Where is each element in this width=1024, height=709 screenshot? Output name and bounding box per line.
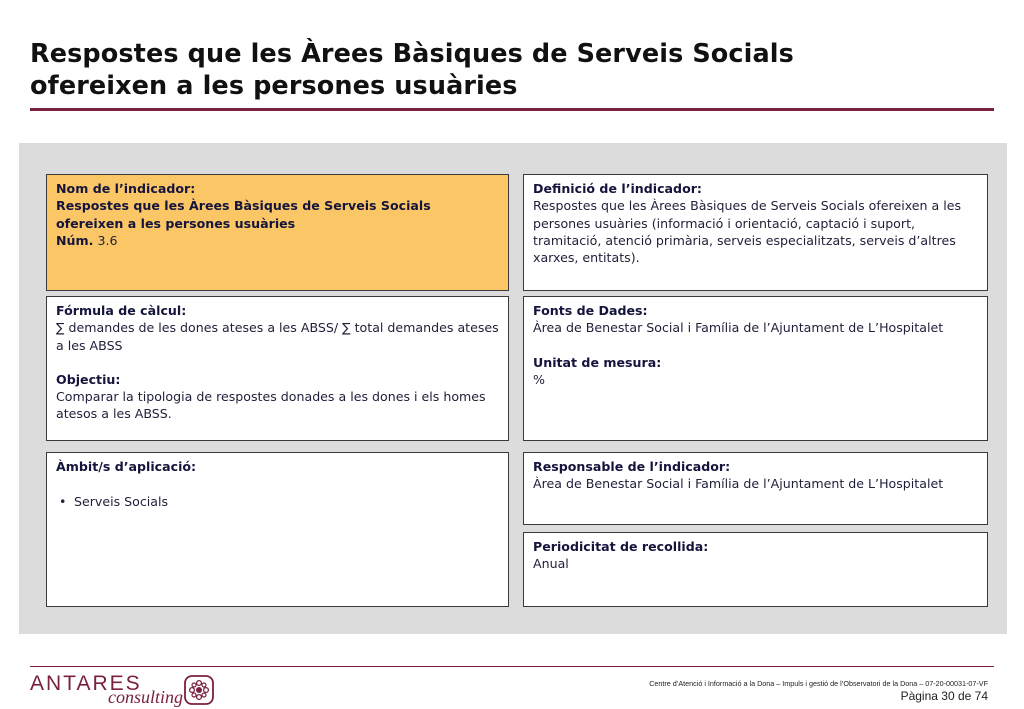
page-number: Pàgina 30 de 74 <box>900 689 988 703</box>
indicator-number-value: 3.6 <box>97 232 118 248</box>
indicator-name-label: Nom de l’indicador: <box>56 181 196 196</box>
unit-value: % <box>533 371 545 387</box>
responsible-text: Àrea de Benestar Social i Família de l’Ajuntament de L’Hospitalet <box>533 476 944 492</box>
indicator-name-value: Respostes que les Àrees Bàsiques de Serveis Socials ofereixen a les persones usuàries <box>56 198 431 231</box>
scope-label: Àmbit/s d’aplicació: <box>56 459 197 474</box>
page-title-line-2: ofereixen a les persones usuàries <box>30 71 518 101</box>
indicator-definition-box <box>523 174 988 291</box>
logo-subtitle: consulting <box>108 687 183 707</box>
flower-logo-icon <box>184 675 214 705</box>
objective-label: Objectiu: <box>56 371 121 387</box>
footer-divider <box>30 666 994 667</box>
title-divider <box>30 108 994 111</box>
frequency-box <box>523 532 988 607</box>
frequency-label: Periodicitat de recollida: <box>533 539 709 554</box>
scope-box <box>46 452 509 607</box>
scope-list <box>56 493 499 510</box>
scope-item: • Serveis Socials <box>74 493 499 510</box>
indicator-number-label: Núm. <box>56 232 94 248</box>
indicator-definition-label: Definició de l’indicador: <box>533 181 702 196</box>
formula-text: ∑ demandes de les dones ateses a les ABSS/ ∑ total demandes ateses a les ABSS <box>56 320 499 353</box>
unit-label: Unitat de mesura: <box>533 354 662 370</box>
footer-caption: Centre d’Atenció i Informació a la Dona – Impuls i gestió de l’Observatori de la Dona – 07-20-00031-07-VF <box>649 679 988 688</box>
page-title <box>30 38 990 102</box>
company-logo <box>30 672 183 707</box>
indicator-name-box <box>46 174 509 291</box>
objective-text: Comparar la tipologia de respostes donades a les dones i els homes atesos a les ABSS. <box>56 389 486 422</box>
data-sources-text: Àrea de Benestar Social i Família de l’Ajuntament de L’Hospitalet <box>533 320 944 336</box>
formula-box <box>46 296 509 441</box>
indicator-definition-text: Respostes que les Àrees Bàsiques de Serveis Socials ofereixen a les persones usuàries (informació i orientació, captació i suport, tramitació, atenció primària, serveis especialitzats, serveis d’altres xarxes, entitats). <box>533 198 962 266</box>
responsible-label: Responsable de l’indicador: <box>533 459 731 474</box>
indicator-number <box>56 232 499 249</box>
formula-label: Fórmula de càlcul: <box>56 303 187 318</box>
data-sources-label: Fonts de Dades: <box>533 303 648 318</box>
page-title-line-1: Respostes que les Àrees Bàsiques de Serveis Socials <box>30 39 794 69</box>
responsible-box <box>523 452 988 525</box>
frequency-value: Anual <box>533 556 569 572</box>
data-sources-box <box>523 296 988 441</box>
logo-wordmark: ANTARES <box>30 672 142 695</box>
